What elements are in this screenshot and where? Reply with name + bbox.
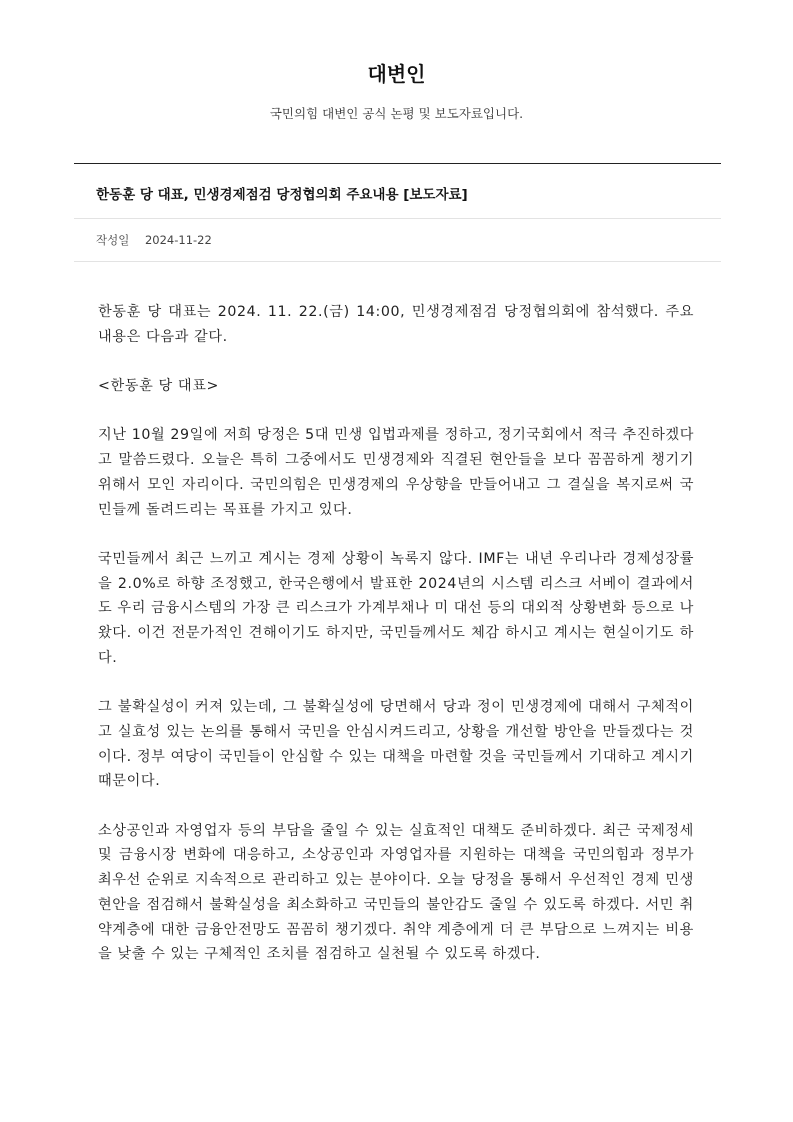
article-body: [98, 300, 694, 992]
paragraph-3: 지난 10월 29일에 저희 당정은 5대 민생 입법과제를 정하고, 정기국회에서 적극 추진하겠다고 말씀드렸다. 오늘은 특히 그중에서도 민생경제와 직결된 현안들을 보다 꼼꼼하게 챙기기 위해서 모인 자리이다. 국민의힘은 민생경제의 우상향을 만들어내고 그 결실을 복지로써 국민들께 돌려드리는 목표를 가지고 있다.: [98, 427, 694, 518]
title-divider: [74, 218, 721, 219]
post-date: 2024-11-22: [144, 233, 212, 247]
post-title: 한동훈 당 대표, 민생경제점검 당정협의회 주요내용 [보도자료]: [96, 187, 468, 203]
paragraph-2: <한동훈 당 대표>: [98, 378, 220, 395]
site-subtitle: 국민의힘 대변인 공식 논평 및 보도자료입니다.: [269, 106, 524, 121]
post-meta: [96, 232, 212, 248]
site-title: 대변인: [367, 62, 426, 86]
meta-divider: [74, 261, 721, 262]
paragraph-1: 한동훈 당 대표는 2024. 11. 22.(금) 14:00, 민생경제점검 당정협의회에 참석했다. 주요내용은 다음과 같다.: [98, 304, 694, 345]
paragraph-6: 소상공인과 자영업자 등의 부담을 줄일 수 있는 실효적인 대책도 준비하겠다. 최근 국제정세 및 금융시장 변화에 대응하고, 소상공인과 자영업자를 지원하는 대책을 국민의힘과 정부가 최우선 순위로 지속적으로 관리하고 있는 분야이다. 오늘 당정을 통해서 우선적인 경제 민생 현안을 점검해서 불확실성을 최소화하고 국민들의 불안감도 줄일 수 있도록 하겠다. 서민 취약계층에 대한 금융안전망도 꼼꼼히 챙기겠다. 취약 계층에게 더 큰 부담으로 느껴지는 비용을 낮출 수 있는 구체적인 조치를 점검하고 실천될 수 있도록 하겠다.: [98, 822, 694, 963]
header-divider: [74, 163, 721, 164]
paragraph-5: 그 불확실성이 커져 있는데, 그 불확실성에 당면해서 당과 정이 민생경제에 대해서 구체적이고 실효성 있는 논의를 통해서 국민을 안심시켜드리고, 상황을 개선할 방안을 만들겠다는 것이다. 정부 여당이 국민들이 안심할 수 있는 대책을 마련할 것을 국민들께서 기대하고 계시기 때문이다.: [98, 699, 694, 790]
date-label: 작성일: [96, 233, 130, 247]
paragraph-4: 국민들께서 최근 느끼고 계시는 경제 상황이 녹록지 않다. IMF는 내년 우리나라 경제성장률을 2.0%로 하향 조정했고, 한국은행에서 발표한 2024년의 시스템 리스크 서베이 결과에서도 우리 금융시스템의 가장 큰 리스크가 가계부채나 미 대선 등의 대외적 상황변화 등으로 나왔다. 이건 전문가적인 견해이기도 하지만, 국민들께서도 체감 하시고 계시는 현실이기도 하다.: [98, 550, 694, 666]
